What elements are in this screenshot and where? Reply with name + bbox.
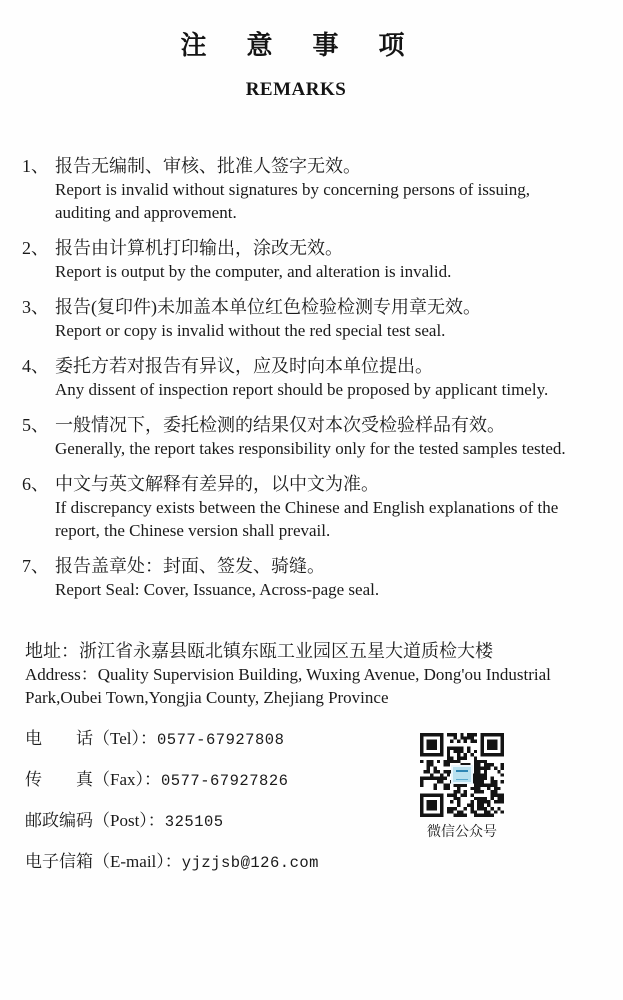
qr-logo-mark (456, 770, 468, 780)
remark-item-4 (22, 355, 623, 401)
item-text-chinese: 报告由计算机打印输出，涂改无效。 (55, 238, 343, 258)
page-title-chinese: 注 意 事 项 (180, 31, 412, 60)
address-block (25, 639, 623, 709)
item-number: 1、 (22, 156, 49, 176)
item-text (55, 296, 481, 342)
address-english: Park,Oubei Town,Yongjia County, Zhejiang Province (25, 688, 389, 707)
address-chinese: 地址：浙江省永嘉县瓯北镇东瓯工业园区五星大道质检大楼 (25, 641, 493, 661)
item-text-english: Report Seal: Cover, Issuance, Across-page seal. (55, 580, 380, 599)
email-value: yjzjsb@126.com (181, 854, 319, 872)
remark-item-6 (22, 473, 623, 542)
item-text-chinese: 报告(复印件)未加盖本单位红色检验检测专用章无效。 (55, 297, 481, 317)
item-text (55, 555, 379, 601)
item-number: 7、 (22, 556, 49, 576)
contact-row-post (25, 809, 623, 832)
item-number: 2、 (22, 238, 49, 258)
item-number: 3、 (22, 297, 49, 317)
item-text-english: Any dissent of inspection report should be proposed by applicant timely. (55, 380, 549, 399)
item-text (55, 355, 548, 401)
item-text (55, 155, 530, 224)
contact-row-email (25, 850, 623, 873)
post-label: 邮政编码（Post）： (25, 811, 165, 830)
contact-block (25, 727, 623, 873)
fax-value: 0577-67927826 (161, 772, 289, 790)
address-english: Address：Quality Supervision Building, Wuxing Avenue, Dong'ou Industrial (25, 665, 551, 684)
fax-label: 传 真（Fax）： (25, 770, 161, 789)
item-text (55, 414, 566, 460)
item-text-english: auditing and approvement. (55, 203, 237, 222)
email-label: 电子信箱（E-mail）： (25, 852, 182, 871)
item-number: 4、 (22, 356, 49, 376)
item-text (55, 237, 451, 283)
remark-item-3 (22, 296, 623, 342)
qr-caption: 微信公众号 (427, 825, 497, 840)
contact-row-fax (25, 768, 623, 791)
remark-item-7 (22, 555, 623, 601)
item-text-chinese: 报告无编制、审核、批准人签字无效。 (55, 156, 361, 176)
tel-value: 0577-67927808 (156, 731, 285, 749)
remarks-list (22, 155, 623, 601)
item-text-english: Report is output by the computer, and alteration is invalid. (55, 262, 452, 281)
wechat-qr-block (420, 733, 504, 841)
item-number: 6、 (22, 474, 49, 494)
item-text-chinese: 报告盖章处：封面、签发、骑缝。 (55, 556, 325, 576)
item-text-english: Generally, the report takes responsibility only for the tested samples tested. (55, 439, 566, 458)
item-number: 5、 (22, 415, 49, 435)
item-text-english: If discrepancy exists between the Chinese and English explanations of the (55, 498, 559, 517)
wechat-qr-code (420, 733, 504, 817)
item-text-chinese: 一般情况下，委托检测的结果仅对本次受检验样品有效。 (55, 415, 505, 435)
item-text-english: report, the Chinese version shall prevail. (55, 521, 331, 540)
contact-row-tel (25, 727, 623, 750)
remark-item-2 (22, 237, 623, 283)
qr-center-logo-icon (451, 765, 473, 784)
page-title-english: REMARKS (245, 79, 347, 100)
tel-label: 电 话（Tel）： (25, 729, 157, 748)
page-header (0, 0, 592, 101)
remark-item-1 (22, 155, 623, 224)
item-text-chinese: 委托方若对报告有异议，应及时向本单位提出。 (55, 356, 433, 376)
remark-item-5 (22, 414, 623, 460)
item-text-english: Report is invalid without signatures by concerning persons of issuing, (55, 180, 530, 199)
item-text-english: Report or copy is invalid without the red special test seal. (55, 321, 446, 340)
post-value: 325105 (164, 813, 224, 831)
item-text (55, 473, 558, 542)
item-text-chinese: 中文与英文解释有差异的，以中文为准。 (55, 474, 379, 494)
